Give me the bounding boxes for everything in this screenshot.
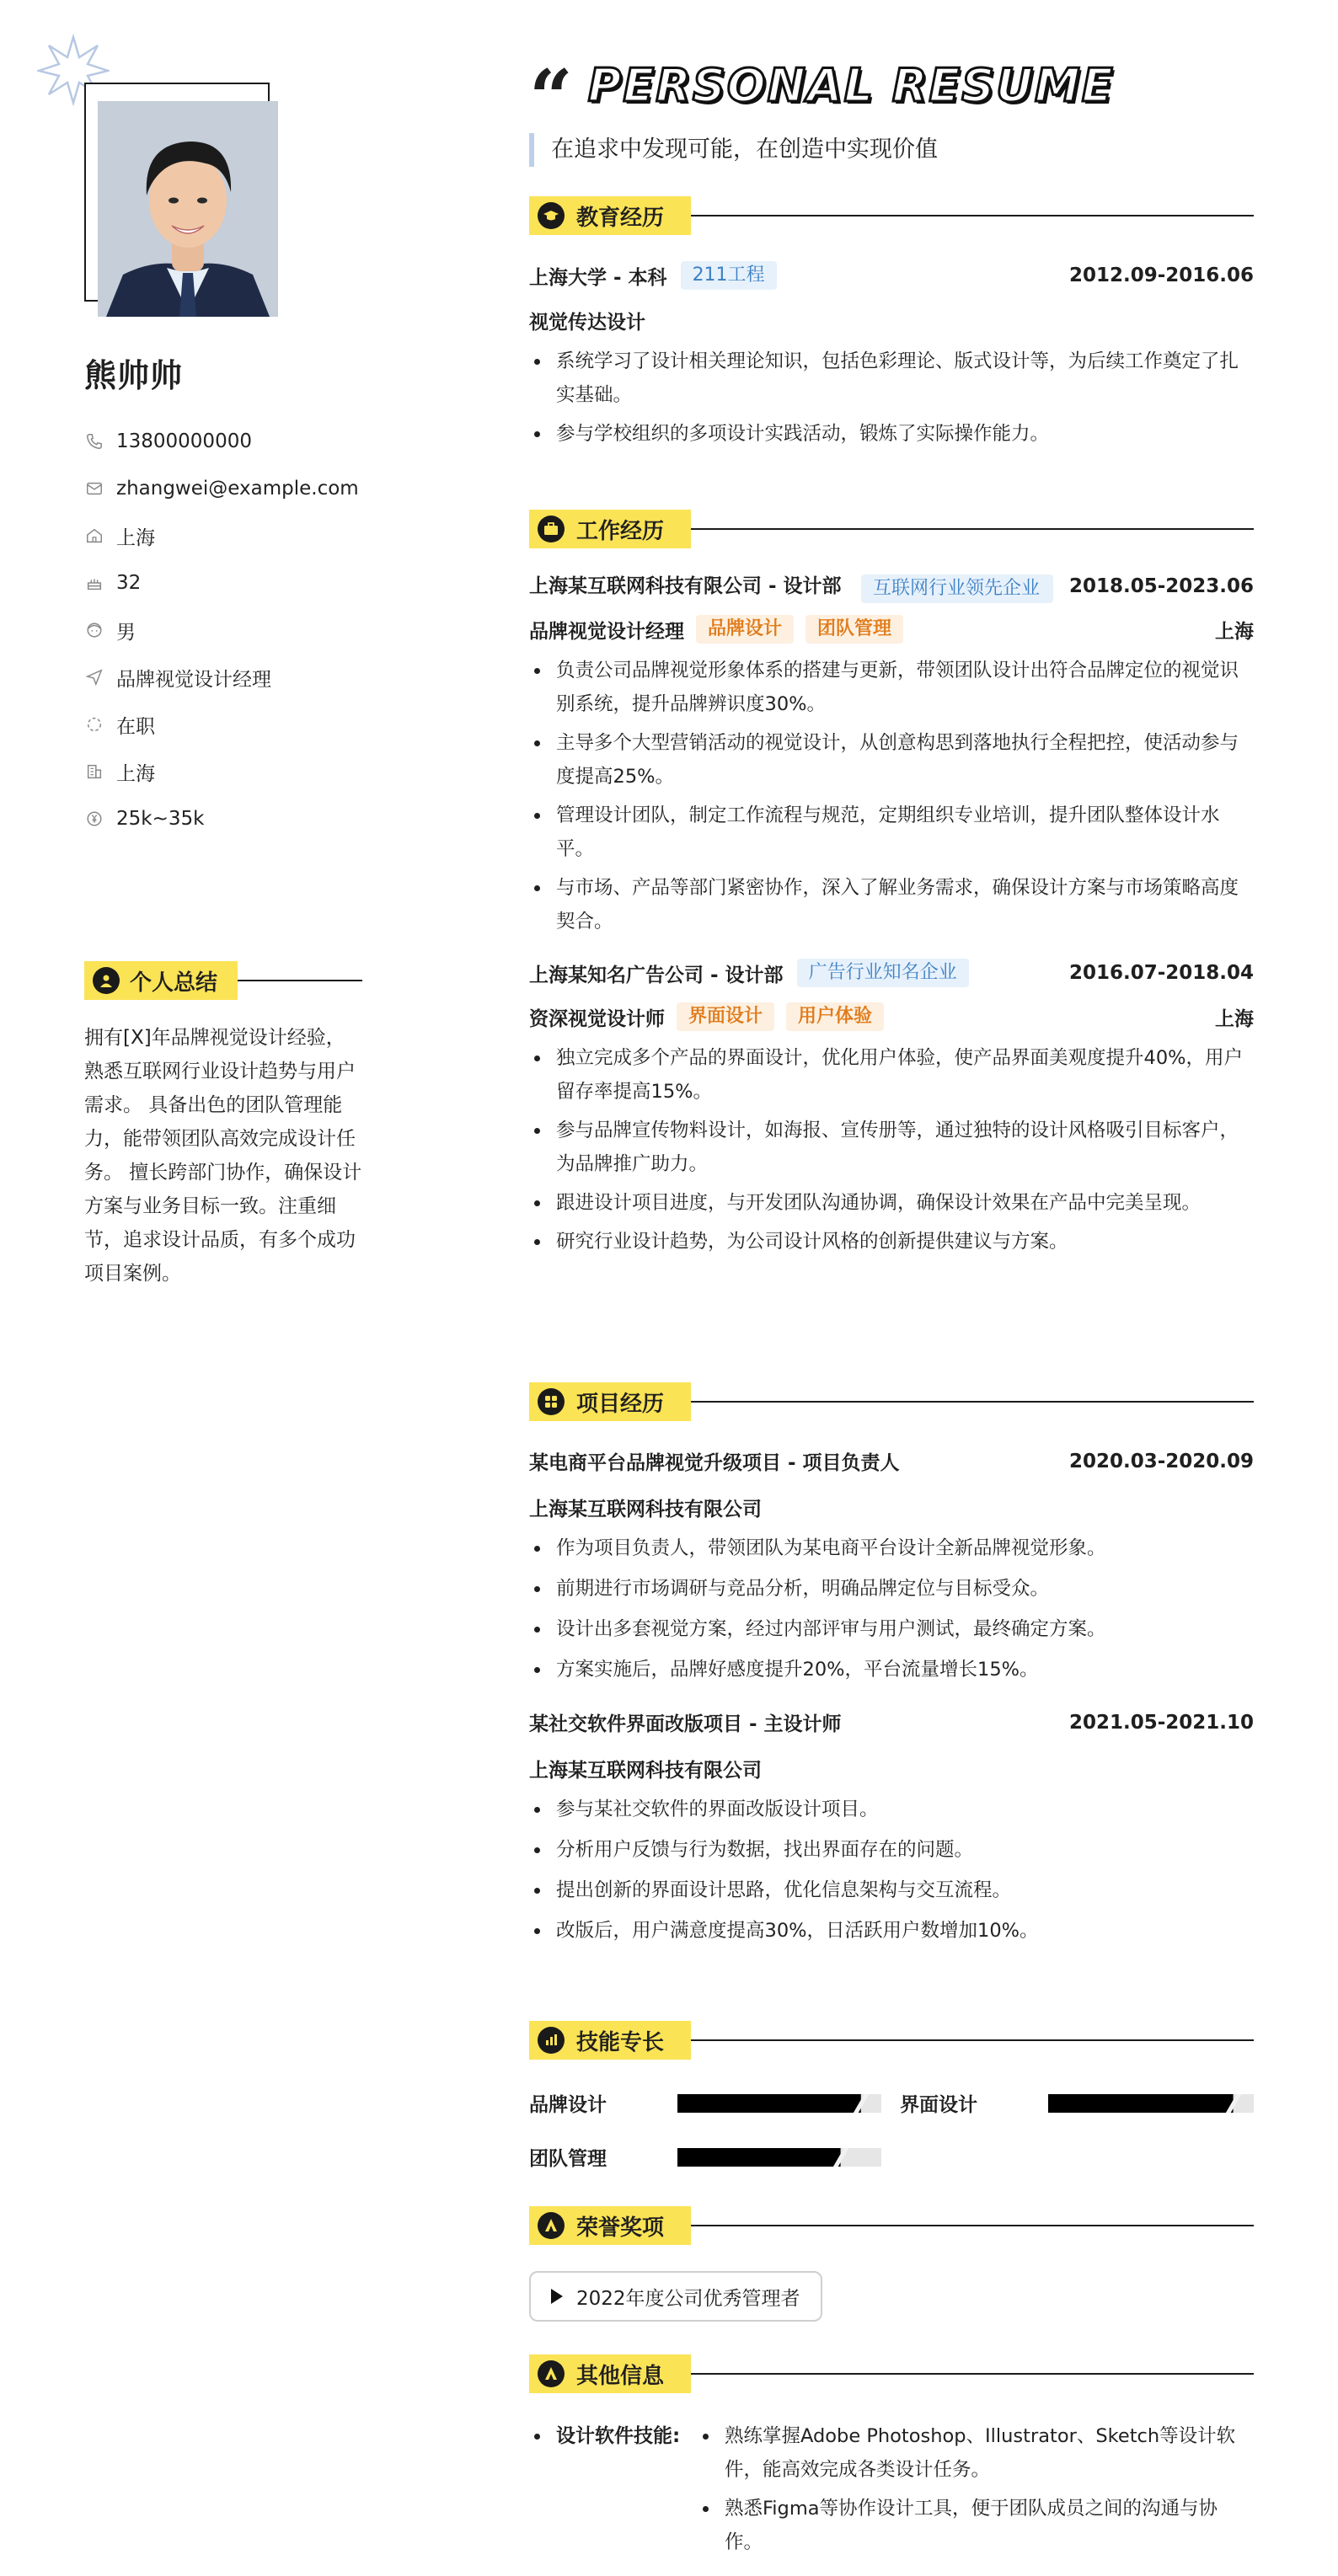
info-position (84, 654, 359, 701)
other-header (529, 2354, 1254, 2394)
contact-info-list (84, 418, 359, 842)
education-row (529, 261, 1254, 290)
status-text: 在职 (116, 715, 155, 738)
home-icon (84, 526, 104, 546)
mail-icon (84, 478, 104, 499)
job-tag: 广告行业知名企业 (797, 959, 969, 987)
summary-section (84, 960, 362, 1291)
honors-header (529, 2205, 1254, 2246)
skill-bar (677, 2094, 881, 2113)
work-title-pill (529, 510, 691, 548)
list-item: 参与某社交软件的界面改版设计项目。 (529, 1793, 1254, 1826)
project-row (529, 1708, 1254, 1736)
other-title-pill (529, 2354, 691, 2393)
skill-tag: 用户体验 (786, 1002, 884, 1031)
projects-title-pill (529, 1382, 691, 1421)
list-item: 前期进行市场调研与竞品分析，明确品牌定位与目标受众。 (529, 1572, 1254, 1606)
skill-label: 团队管理 (529, 2148, 607, 2170)
skills-header (529, 2020, 1254, 2060)
quote-mark-icon: “ (529, 53, 573, 142)
job-city: 上海 (1215, 620, 1254, 643)
list-item: 与市场、产品等部门紧密协作，深入了解业务需求，确保设计方案与市场策略高度契合。 (529, 871, 1254, 938)
play-icon (551, 2289, 563, 2304)
skills-title: 技能专长 (576, 2029, 665, 2055)
project-name: 某电商平台品牌视觉升级项目 - 项目负责人 (529, 1452, 900, 1474)
chart-icon (538, 2027, 565, 2054)
list-item: 熟练掌握Adobe Photoshop、Illustrator、Sketch等设计软件，能高效完成各类设计任务。 (698, 2419, 1254, 2487)
skill-bar-fill (677, 2148, 841, 2167)
education-title: 教育经历 (576, 205, 665, 231)
education-header (529, 195, 1254, 236)
honors-title-pill (529, 2206, 691, 2245)
skill-tag: 团队管理 (805, 615, 903, 644)
list-item: 主导多个大型营销活动的视觉设计，从创意构思到落地执行全程把控，使活动参与度提高25%。 (529, 726, 1254, 794)
skill-bar (677, 2148, 881, 2167)
job-row (529, 571, 1254, 603)
job-company: 上海某知名广告公司 - 设计部 (529, 964, 784, 986)
job-date: 2016.07-2018.04 (1068, 962, 1254, 984)
profile-name: 熊帅帅 (84, 357, 184, 394)
list-item: 方案实施后，品牌好感度提升20%，平台流量增长15%。 (529, 1653, 1254, 1686)
resume-title-row (529, 47, 1115, 142)
gender-text: 男 (116, 621, 136, 644)
education-major: 视觉传达设计 (529, 312, 645, 334)
skills-section (529, 2020, 1254, 2060)
sidebar (0, 0, 472, 2576)
list-item: 改版后，用户满意度提高30%，日活跃用户数增加10%。 (529, 1914, 1254, 1948)
skill-bar (1048, 2094, 1254, 2113)
position-text: 品牌视觉设计经理 (116, 668, 271, 691)
other-label: 设计软件技能: (529, 2419, 698, 2453)
status-icon (84, 714, 104, 735)
honors-section (529, 2205, 1254, 2246)
salary-text: 25k~35k (116, 808, 205, 830)
education-date: 2012.09-2016.06 (1068, 265, 1254, 286)
education-bullets (529, 345, 1254, 451)
list-item: 参与学校组织的多项设计实践活动，锻炼了实际操作能力。 (529, 417, 1254, 451)
summary-title-pill (84, 961, 238, 1000)
list-item: 分析用户反馈与行为数据，找出界面存在的问题。 (529, 1833, 1254, 1867)
skill-label: 界面设计 (900, 2094, 977, 2116)
projects-divider (691, 1401, 1254, 1403)
motto: 在追求中发现可能，在创造中实现价值 (529, 133, 938, 167)
list-item: 管理设计团队，制定工作流程与规范，定期组织专业培训，提升团队整体设计水平。 (529, 799, 1254, 866)
list-item: 作为项目负责人，带领团队为某电商平台设计全新品牌视觉形象。 (529, 1531, 1254, 1565)
job-date: 2018.05-2023.06 (1068, 575, 1254, 597)
job-tag: 互联网行业领先企业 (861, 575, 1053, 603)
job-position: 资深视觉设计师 (529, 1007, 665, 1030)
skill-bar-notch (849, 2094, 871, 2113)
education-title-pill (529, 196, 691, 235)
other-info (529, 2419, 1254, 2559)
project-date: 2020.03-2020.09 (1068, 1450, 1254, 1472)
projects-header (529, 1382, 1254, 1422)
project-bullets (529, 1531, 1254, 1686)
age-text: 32 (116, 572, 142, 594)
yuan-icon (84, 809, 104, 829)
info-gender (84, 607, 359, 654)
job-bullets (529, 1041, 1254, 1259)
work-divider (691, 528, 1254, 530)
briefcase-icon (538, 516, 565, 542)
other-divider (691, 2373, 1254, 2375)
info-age (84, 559, 359, 607)
project-date: 2021.05-2021.10 (1068, 1711, 1254, 1734)
job-city: 上海 (1215, 1007, 1254, 1030)
avatar (98, 101, 278, 317)
bullet-dot (534, 2434, 540, 2440)
honors-divider (691, 2225, 1254, 2226)
summary-divider (238, 980, 362, 981)
city-text: 上海 (116, 762, 155, 785)
education-divider (691, 215, 1254, 216)
projects-title: 项目经历 (576, 1391, 665, 1417)
work-header (529, 509, 1254, 549)
email-text: zhangwei@example.com (116, 478, 359, 500)
honors-title: 荣誉奖项 (576, 2215, 665, 2241)
info-phone (84, 418, 359, 465)
projects-section (529, 1382, 1254, 1948)
award-icon (538, 2212, 565, 2239)
grid-icon (538, 1388, 565, 1415)
cake-icon (84, 573, 104, 593)
award-badge (529, 2271, 822, 2322)
project-company: 上海某互联网科技有限公司 (529, 1499, 762, 1520)
building-icon (84, 762, 104, 782)
info-city (84, 748, 359, 795)
location-text: 上海 (116, 526, 155, 549)
skills-divider (691, 2039, 1254, 2041)
summary-title: 个人总结 (130, 970, 218, 996)
graduation-cap-icon (538, 202, 565, 229)
send-icon (84, 667, 104, 687)
info-salary (84, 795, 359, 842)
phone-icon (84, 431, 104, 452)
resume-title: PERSONAL RESUME (587, 58, 1115, 112)
list-item: 独立完成多个产品的界面设计，优化用户体验，使产品界面美观度提升40%，用户留存率提高15%。 (529, 1041, 1254, 1109)
other-section (529, 2354, 1254, 2394)
job-row (529, 959, 1254, 987)
info-icon (538, 2360, 565, 2387)
project-company: 上海某互联网科技有限公司 (529, 1760, 762, 1782)
skill-bar-fill (677, 2094, 861, 2113)
list-item: 研究行业设计趋势，为公司设计风格的创新提供建议与方案。 (529, 1225, 1254, 1259)
work-section (529, 509, 1254, 1259)
job-position: 品牌视觉设计经理 (529, 620, 684, 643)
other-bullets (698, 2419, 1254, 2559)
info-location (84, 512, 359, 559)
job-company: 上海某互联网科技有限公司 - 设计部 (529, 575, 842, 597)
info-email (84, 465, 359, 512)
list-item: 设计出多套视觉方案，经过内部评审与用户测试，最终确定方案。 (529, 1612, 1254, 1646)
job-bullets (529, 654, 1254, 938)
project-bullets (529, 1793, 1254, 1948)
list-item: 跟进设计项目进度，与开发团队沟通协调，确保设计效果在产品中完美呈现。 (529, 1186, 1254, 1220)
list-item: 熟悉Figma等协作设计工具，便于团队成员之间的沟通与协作。 (698, 2492, 1254, 2559)
list-item: 参与品牌宣传物料设计，如海报、宣传册等，通过独特的设计风格吸引目标客户，为品牌推广助力。 (529, 1114, 1254, 1181)
skill-tag: 界面设计 (677, 1002, 774, 1031)
phone-text: 13800000000 (116, 430, 252, 452)
list-item: 负责公司品牌视觉形象体系的搭建与更新，带领团队设计出符合品牌定位的视觉识别系统，提升品牌辨识度30%。 (529, 654, 1254, 721)
award-text: 2022年度公司优秀管理者 (576, 2287, 800, 2310)
skill-bar-notch (829, 2148, 851, 2167)
work-title: 工作经历 (576, 518, 665, 544)
other-title: 其他信息 (576, 2363, 665, 2389)
list-item: 提出创新的界面设计思路，优化信息架构与交互流程。 (529, 1873, 1254, 1907)
school-tag: 211工程 (681, 261, 777, 290)
face-icon (84, 620, 104, 640)
list-item: 系统学习了设计相关理论知识，包括色彩理论、版式设计等，为后续工作奠定了扎实基础。 (529, 345, 1254, 412)
info-status (84, 701, 359, 748)
school-name: 上海大学 - 本科 (529, 266, 667, 289)
project-row (529, 1447, 1254, 1475)
user-icon (93, 967, 120, 994)
skill-label: 品牌设计 (529, 2094, 607, 2116)
project-name: 某社交软件界面改版项目 - 主设计师 (529, 1713, 842, 1735)
job-position-row (529, 615, 1254, 644)
education-section (529, 195, 1254, 451)
skill-tag: 品牌设计 (696, 615, 794, 644)
summary-header (84, 960, 362, 1001)
summary-text: 拥有[X]年品牌视觉设计经验，熟悉互联网行业设计趋势与用户需求。 具备出色的团队管理能力，能带领团队高效完成设计任务。 擅长跨部门协作，确保设计方案与业务目标一致。注重细节，追求设计品质，有多个成功项目案例。 (84, 1027, 362, 1285)
skills-title-pill (529, 2021, 691, 2060)
skill-bar-notch (1222, 2094, 1244, 2113)
skill-bar-fill (1048, 2094, 1234, 2113)
job-position-row (529, 1002, 1254, 1031)
